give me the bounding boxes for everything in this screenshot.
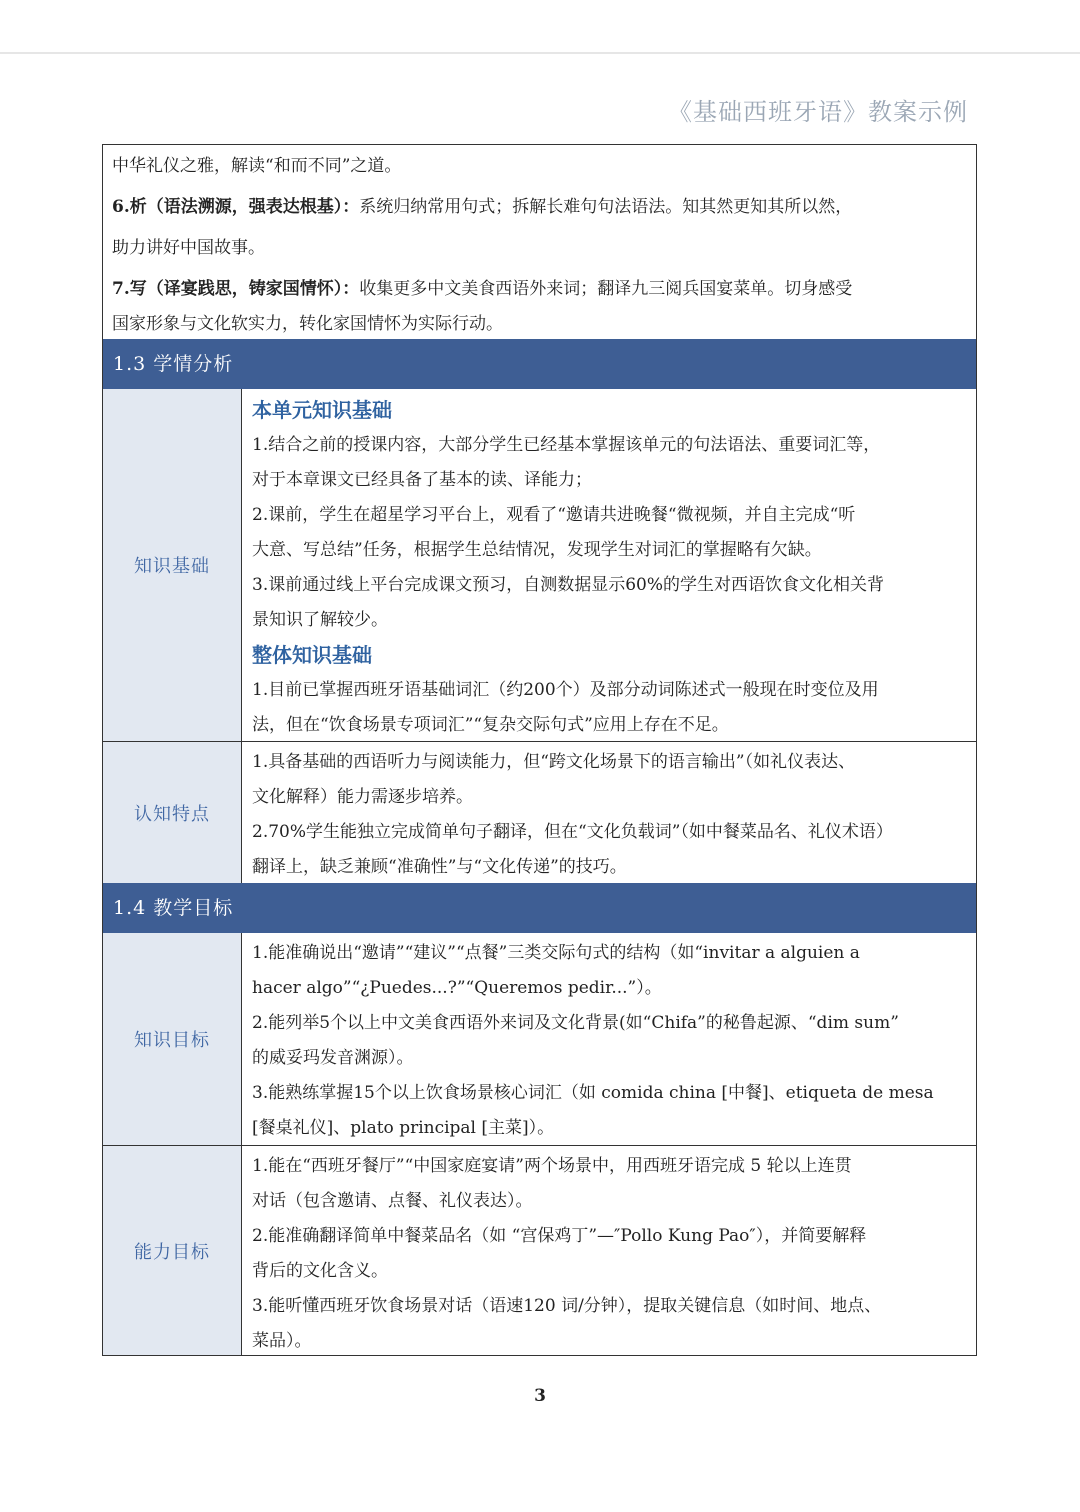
row-content-knowledge-base bbox=[243, 389, 976, 743]
text-line: 2.能列举5个以上中文美食西语外来词及文化背景(如“Chifa”的秘鲁起源、“dim sum” bbox=[252, 1013, 899, 1033]
text-line: 对于本章课文已经具备了基本的读、译能力； bbox=[252, 470, 592, 490]
text-line: 1.能准确说出“邀请”“建议”“点餐”三类交际句式的结构（如“invitar a alguien a bbox=[252, 943, 860, 963]
section-1-3-header: 1.3 学情分析 bbox=[103, 339, 976, 389]
row-content-ability-goal bbox=[243, 1146, 976, 1359]
item-6-lead: 6.析（语法溯源，强表达根基）： bbox=[112, 197, 360, 217]
row-label-knowledge-base: 知识基础 bbox=[103, 389, 242, 741]
text-line: 3.能熟练掌握15个以上饮食场景核心词汇（如 comida china [中餐]、etiqueta de mesa bbox=[252, 1083, 934, 1103]
item-7-lead: 7.写（译宴践思，铸家国情怀）： bbox=[112, 279, 360, 299]
row-label-knowledge-goal: 知识目标 bbox=[103, 933, 242, 1145]
text-line: 2.课前，学生在超星学习平台上，观看了“邀请共进晚餐“微视频，并自主完成“听 bbox=[252, 505, 856, 525]
text-line: 3.课前通过线上平台完成课文预习，自测数据显示60%的学生对西语饮食文化相关背 bbox=[252, 575, 885, 595]
text-line: 背后的文化含义。 bbox=[252, 1261, 388, 1281]
item-7-cont: 国家形象与文化软实力，转化家国情怀为实际行动。 bbox=[112, 314, 503, 334]
text-line: 对话（包含邀请、点餐、礼仪表达）。 bbox=[252, 1191, 533, 1211]
item-7 bbox=[112, 272, 968, 307]
row-label-ability-goal: 能力目标 bbox=[103, 1146, 242, 1355]
lesson-plan-table bbox=[102, 144, 977, 1356]
text-line: 2.70%学生能独立完成简单句子翻译，但在“文化负载词”（如中餐菜品名、礼仪术语） bbox=[252, 822, 893, 842]
text-line: 翻译上，缺乏兼顾“准确性”与“文化传递”的技巧。 bbox=[252, 857, 627, 877]
row-label-cognitive: 认知特点 bbox=[103, 742, 242, 883]
row-knowledge-goal bbox=[103, 933, 976, 1145]
intro-line: 中华礼仪之雅，解读“和而不同”之道。 bbox=[112, 156, 402, 176]
item-6 bbox=[112, 190, 968, 225]
text-line: 的威妥玛发音渊源）。 bbox=[252, 1048, 414, 1068]
row-ability-goal bbox=[103, 1145, 976, 1355]
row-knowledge-base bbox=[103, 389, 976, 741]
running-header-title: 《基础西班牙语》教案示例 bbox=[668, 98, 968, 126]
section-1-4-header: 1.4 教学目标 bbox=[103, 883, 976, 933]
intro-block bbox=[103, 149, 976, 342]
text-line: 景知识了解较少。 bbox=[252, 610, 388, 630]
subheading-unit-knowledge: 本单元知识基础 bbox=[252, 398, 392, 422]
text-line: [餐桌礼仪]、plato principal [主菜]）。 bbox=[252, 1118, 555, 1138]
text-line: 2.能准确翻译简单中餐菜品名（如 “宫保鸡丁”—″Pollo Kung Pao″），并简要解释 bbox=[252, 1226, 867, 1246]
row-content-knowledge-goal bbox=[243, 933, 976, 1146]
item-6-text: 系统归纳常用句式；拆解长难句句法语法。知其然更知其所以然， bbox=[359, 197, 853, 217]
text-line: 3.能听懂西班牙饮食场景对话（语速120 词/分钟），提取关键信息（如时间、地点、 bbox=[252, 1296, 882, 1316]
item-7-text: 收集更多中文美食西语外来词；翻译九三阅兵国宴菜单。切身感受 bbox=[359, 279, 853, 299]
subheading-overall-knowledge: 整体知识基础 bbox=[252, 643, 372, 667]
item-6-cont: 助力讲好中国故事。 bbox=[112, 238, 265, 258]
text-line: 法，但在“饮食场景专项词汇”“复杂交际句式”应用上存在不足。 bbox=[252, 715, 729, 735]
text-line: 1.具备基础的西语听力与阅读能力，但“跨文化场景下的语言输出”（如礼仪表达、 bbox=[252, 752, 856, 772]
text-line: 菜品）。 bbox=[252, 1331, 312, 1351]
text-line: 文化解释）能力需逐步培养。 bbox=[252, 787, 473, 807]
row-cognitive bbox=[103, 741, 976, 883]
text-line: 1.能在“西班牙餐厅”“中国家庭宴请”两个场景中，用西班牙语完成 5 轮以上连贯 bbox=[252, 1156, 852, 1176]
page-number: 3 bbox=[534, 1386, 546, 1406]
row-content-cognitive bbox=[243, 742, 976, 885]
header-rule bbox=[0, 52, 1080, 54]
text-line: 1.结合之前的授课内容，大部分学生已经基本掌握该单元的句法语法、重要词汇等， bbox=[252, 435, 881, 455]
text-line: 大意、写总结”任务，根据学生总结情况，发现学生对词汇的掌握略有欠缺。 bbox=[252, 540, 822, 560]
text-line: 1.目前已掌握西班牙语基础词汇（约200个）及部分动词陈述式一般现在时变位及用 bbox=[252, 680, 879, 700]
text-line: hacer algo”“¿Puedes...?”“Queremos pedir...”）。 bbox=[252, 978, 662, 998]
